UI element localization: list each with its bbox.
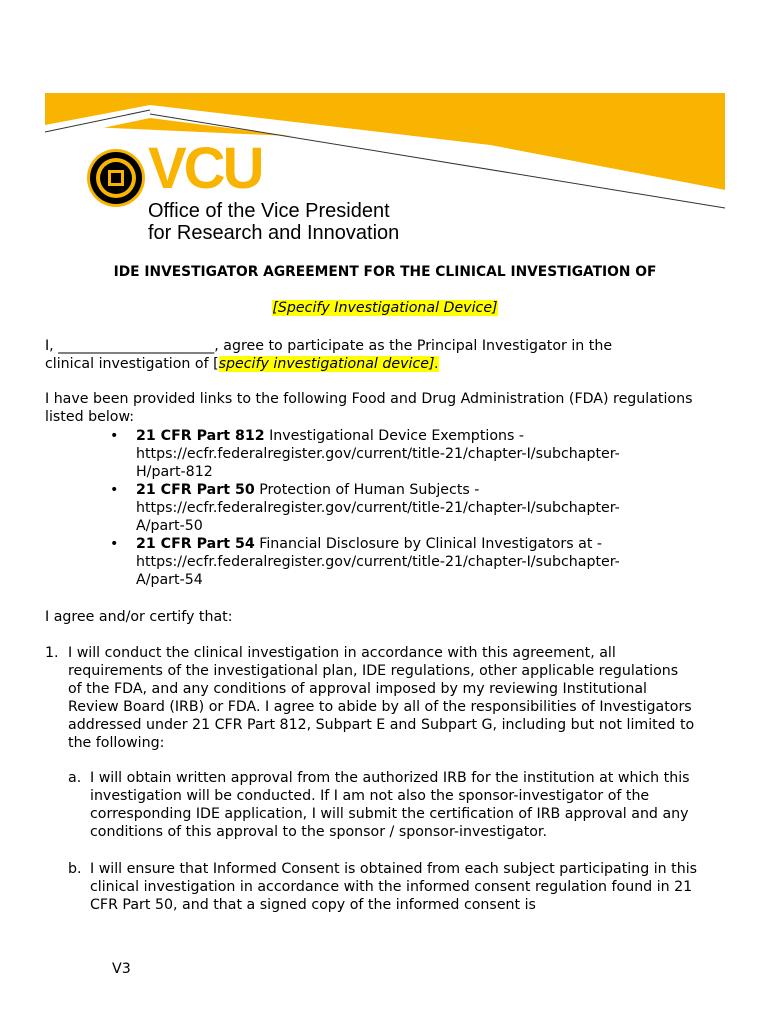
sub-item-text: I will obtain written approval from the authorized IRB for the institution at which this investigation will be conducted. If I am not also the sponsor-investigator of the corresponding IDE application, I will submit the certification of IRB approval and any conditions of this approval to the sponsor / sponsor-investigator.: [90, 770, 690, 840]
sub-item-text: I will ensure that Informed Consent is obtained from each subject participating in this clinical investigation in accordance with the informed consent regulation found in 21 CFR Part 50, and that a signed copy of the informed consent is: [90, 861, 698, 913]
agree-paragraph: I agree and/or certify that:: [45, 609, 233, 625]
list-item: [110, 427, 690, 481]
org-line-1: Office of the Vice President: [148, 200, 390, 222]
document-title: IDE INVESTIGATOR AGREEMENT FOR THE CLINICAL INVESTIGATION OF: [113, 264, 657, 280]
list-item: [110, 535, 690, 589]
bullet-icon: •: [110, 428, 119, 444]
regulations-list: [110, 427, 690, 589]
bullet-icon: •: [110, 482, 119, 498]
item-number: 1.: [45, 645, 59, 661]
sub-item-b: [68, 860, 698, 914]
intro-device-placeholder: specify investigational device].: [218, 356, 440, 372]
numbered-item-1: [45, 644, 695, 752]
intro-paragraph: [45, 337, 735, 373]
provided-paragraph: I have been provided links to the following Food and Drug Administration (FDA) regulations listed below:: [45, 391, 693, 425]
sub-item-letter: a.: [68, 770, 82, 786]
item-text: I will conduct the clinical investigation in accordance with this agreement, all requirements of the investigational plan, IDE regulations, other applicable regulations of the FDA, and any conditions of approval imposed by my reviewing Institutional Review Board (IRB) or FDA. I agree to abide by all of the responsibilities of Investigators addressed under 21 CFR Part 812, Subpart E and Subpart G, including but not limited to the following:: [68, 645, 695, 751]
regulation-url-line-1: https://ecfr.federalregister.gov/current/title-21/chapter-I/subchapter-: [136, 554, 620, 570]
regulation-desc: Financial Disclosure by Clinical Investigators at -: [254, 536, 603, 552]
regulation-url-line-1: https://ecfr.federalregister.gov/current/title-21/chapter-I/subchapter-: [136, 446, 620, 462]
intro-line-2-text: clinical investigation of [: [45, 356, 219, 372]
regulation-code: 21 CFR Part 812: [136, 428, 265, 444]
org-line-2: for Research and Innovation: [148, 222, 400, 244]
regulation-code: 21 CFR Part 50: [136, 482, 255, 498]
regulation-url-line-2: A/part-54: [136, 572, 203, 588]
regulation-url-line-1: https://ecfr.federalregister.gov/current/title-21/chapter-I/subchapter-: [136, 500, 620, 516]
intro-line-2: [45, 355, 735, 373]
org-short-name: VCU: [148, 136, 262, 201]
intro-line-1: I, ______________________, agree to participate as the Principal Investigator in the: [45, 338, 613, 354]
regulation-url-line-2: H/part-812: [136, 464, 213, 480]
regulation-desc: Investigational Device Exemptions -: [264, 428, 525, 444]
device-placeholder: [Specify Investigational Device]: [272, 300, 498, 316]
bullet-icon: •: [110, 536, 119, 552]
sub-item-letter: b.: [68, 861, 82, 877]
footer-version: V3: [112, 961, 131, 977]
device-placeholder-line: [0, 299, 770, 317]
regulation-code: 21 CFR Part 54: [136, 536, 255, 552]
regulation-desc: Protection of Human Subjects -: [254, 482, 480, 498]
list-item: [110, 481, 690, 535]
sub-item-a: [68, 769, 698, 841]
vcu-seal-icon: [86, 148, 146, 213]
regulation-url-line-2: A/part-50: [136, 518, 203, 534]
